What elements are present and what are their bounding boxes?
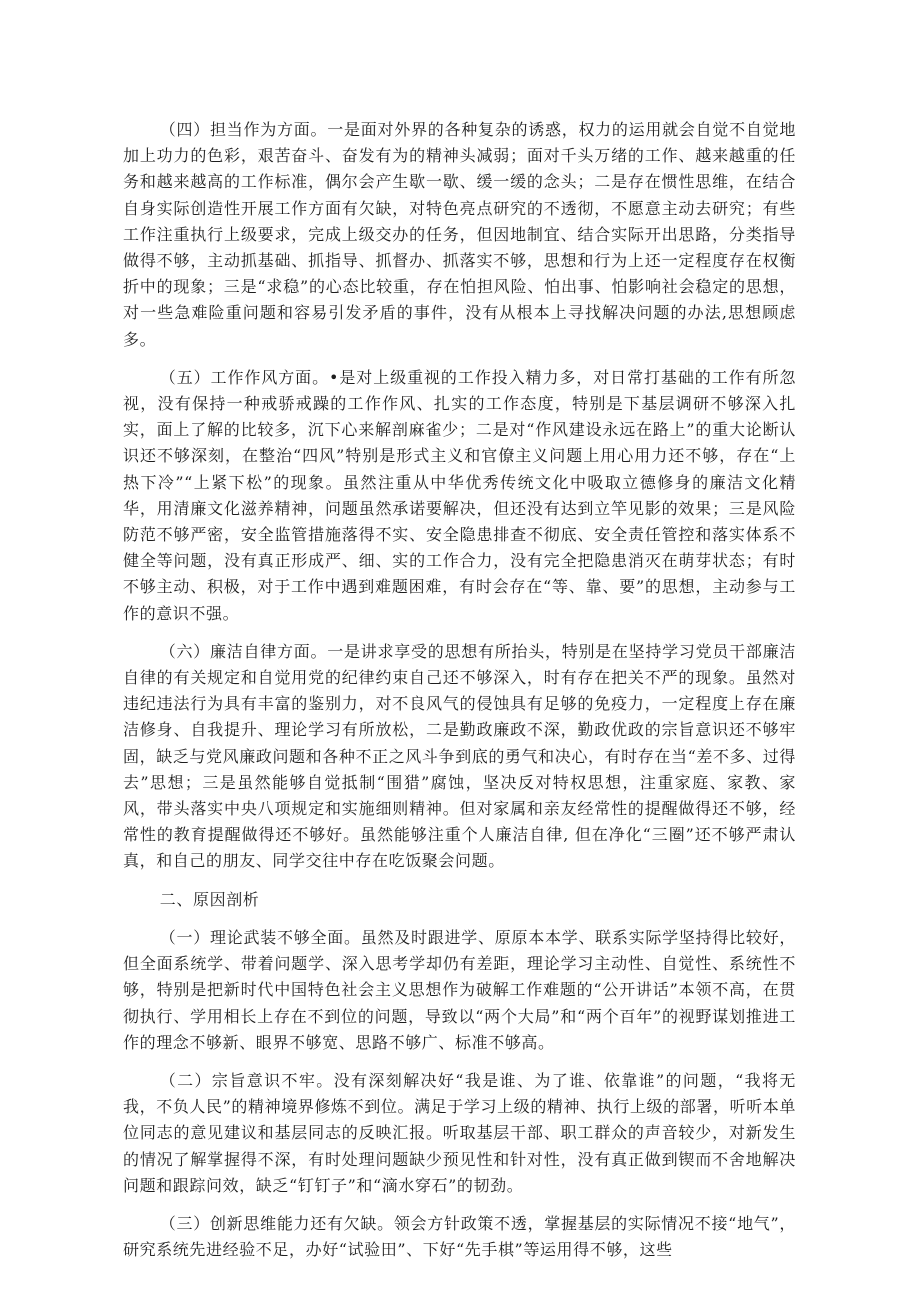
paragraph-work-style: （五）工作作风方面。•是对上级重视的工作投入精力多，对日常打基础的工作有所忽视，没有保持一种戒骄戒躁的工作作风、扎实的工作态度，特别是下基层调研不够深入扎实，面上了解的比较多，沉下心来解剖麻雀少；二是对“作风建设永远在路上”的重大论断认识还不够深刻，在整治“四风”特别是形式主义和官僚主义问题上用心用力还不够，存在“上热下冷”“上紧下松”的现象。虽然注重从中华优秀传统文化中吸取立德修身的廉洁文化精华，用清廉文化滋养精神，问题虽然承诺要解决，但还没有达到立竿见影的效果；三是风险防范不够严密，安全监管措施落得不实、安全隐患排查不彻底、安全责任管控和落实体系不健全等问题，没有真正形成严、细、实的工作合力，没有完全把隐患消灭在萌芽状态；有时不够主动、积极，对于工作中遇到难题困难，有时会存在“等、靠、要”的思想，主动参与工作的意识不强。 [123, 367, 796, 623]
document-body [123, 117, 796, 1275]
paragraph-innovation: （三）创新思维能力还有欠缺。领会方针政策不透，掌握基层的实际情况不接“地气”，研究系统先进经验不足，办好“试验田”、下好“先手棋”等运用得不够，这些 [123, 1213, 796, 1260]
section-heading-cause-analysis: 二、原因剖析 [159, 889, 260, 909]
paragraph-responsibility: （四）担当作为方面。一是面对外界的各种复杂的诱惑，权力的运用就会自觉不自觉地加上功力的色彩，艰苦奋斗、奋发有为的精神头减弱；面对千头万绪的工作、越来越重的任务和越来越高的工作标准，偶尔会产生歇一歇、缓一缓的念头；二是存在惯性思维，在结合自身实际创造性开展工作方面有欠缺，对特色亮点研究的不透彻，不愿意主动去研究；有些工作注重执行上级要求，完成上级交办的任务，但因地制宜、结合实际开出思路，分类指导做得不够，主动抓基础、抓指导、抓督办、抓落实不够，思想和行为上还一定程度存在权衡折中的现象；三是“求稳”的心态比较重，存在怕担风险、怕出事、怕影响社会稳定的思想，对一些急难险重问题和容易引发矛盾的事件，没有从根本上寻找解决问题的办法,思想顾虑多。 [123, 120, 796, 349]
paragraph-integrity: （六）廉洁自律方面。一是讲求享受的思想有所抬头，特别是在坚持学习党员干部廉洁自律的有关规定和自觉用党的纪律约束自己还不够深入，时有存在把关不严的现象。虽然对违纪违法行为具有丰富的鉴别力，对不良风气的侵蚀具有足够的免疫力，一定程度上存在廉洁修身、自我提升、理论学习有所放松，二是勤政廉政不深，勤政优政的宗旨意识还不够牢固，缺乏与党风廉政问题和各种不正之风斗争到底的勇气和决心，有时存在当“差不多、过得去”思想；三是虽然能够自觉抵制“围猎”腐蚀，坚决反对特权思想，注重家庭、家教、家风，带头落实中央八项规定和实施细则精神。但对家属和亲友经常性的提醒做得还不够，经常性的教育提醒做得还不够好。虽然能够注重个人廉洁自律, 但在净化“三圈”还不够严肃认真，和自己的朋友、同学交往中存在吃饭聚会问题。 [123, 641, 796, 871]
paragraph-theory: （一）理论武装不够全面。虽然及时跟进学、原原本本学、联系实际学坚持得比较好，但全面系统学、带着问题学、深入思考学却仍有差距，理论学习主动性、自觉性、系统性不够，特别是把新时代中国特色社会主义思想作为破解工作难题的“公开讲话”本领不高，在贯彻执行、学用相长上存在不到位的问题，导致以“两个大局”和“两个百年”的视野谋划推进工作的理念不够新、眼界不够宽、思路不够广、标准不够高。 [123, 927, 796, 1052]
paragraph-purpose: （二）宗旨意识不牢。没有深刻解决好“我是谁、为了谁、依靠谁”的问题，“我将无我，不负人民”的精神境界修炼不到位。满足于学习上级的精神、执行上级的部署，听听本单位同志的意见建议和基层同志的反映汇报。听取基层干部、职工群众的声音较少，对新发生的情况了解掌握得不深，有时处理问题缺少预见性和针对性，没有真正做到锲而不舍地解决问题和跟踪问效，缺乏“钉钉子”和“滴水穿石”的韧劲。 [123, 1070, 796, 1195]
